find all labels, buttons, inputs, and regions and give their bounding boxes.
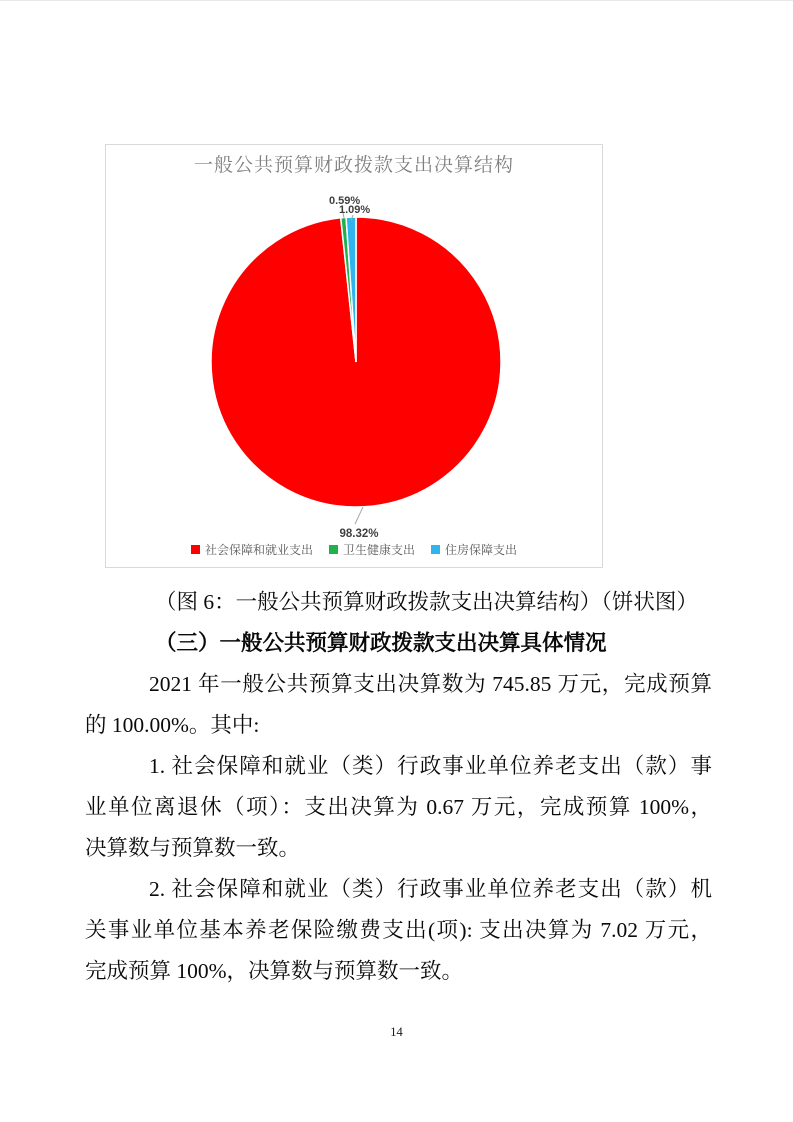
paragraph-line: 决算数与预算数一致。 [85, 836, 301, 860]
page-number: 14 [390, 1025, 403, 1039]
section-heading: （三）一般公共预算财政拨款支出决算具体情况 [155, 631, 607, 655]
chart-title: 一般公共预算财政拨款支出决算结构 [193, 155, 514, 176]
legend-label: 卫生健康支出 [342, 543, 415, 557]
legend-label: 住房保障支出 [445, 543, 518, 557]
legend-item [431, 541, 517, 558]
page-edge-line [0, 0, 793, 1]
legend-item [191, 541, 313, 558]
legend-label: 社会保障和就业支出 [204, 543, 313, 557]
pie-chart [106, 145, 604, 569]
legend-swatch [329, 545, 338, 554]
paragraph-line: 2. 社会保障和就业（类）行政事业单位养老支出（款）机 [149, 877, 712, 901]
data-label-health-expenditure: 0.59% [329, 195, 361, 207]
paragraph-line: 完成预算 100%，决算数与预算数一致。 [85, 959, 464, 983]
data-label-social-expenditure: 98.32% [339, 528, 379, 540]
legend-swatch [431, 545, 440, 554]
legend-swatch [191, 545, 200, 554]
paragraph-line: 1. 社会保障和就业（类）行政事业单位养老支出（款）事 [149, 754, 712, 778]
pie-slices [211, 217, 501, 507]
chart-legend [106, 541, 602, 558]
paragraph-line: 业单位离退休（项）：支出决算为 0.67 万元，完成预算 100%， [85, 795, 712, 819]
legend-item [329, 541, 415, 558]
data-label-housing-expenditure: 1.09% [339, 204, 371, 216]
paragraph-line: 2021 年一般公共预算支出决算数为 745.85 万元，完成预算 [149, 672, 712, 696]
pie-chart-figure [105, 144, 603, 568]
figure-caption: （图 6：一般公共预算财政拨款支出决算结构）（饼状图） [155, 590, 698, 614]
paragraph-line: 关事业单位基本养老保险缴费支出(项): 支出决算为 7.02 万元， [85, 918, 712, 942]
leader-line-social-expenditure [355, 507, 363, 524]
document-text [85, 582, 712, 992]
paragraph-line: 的 100.00%。其中: [85, 713, 260, 737]
